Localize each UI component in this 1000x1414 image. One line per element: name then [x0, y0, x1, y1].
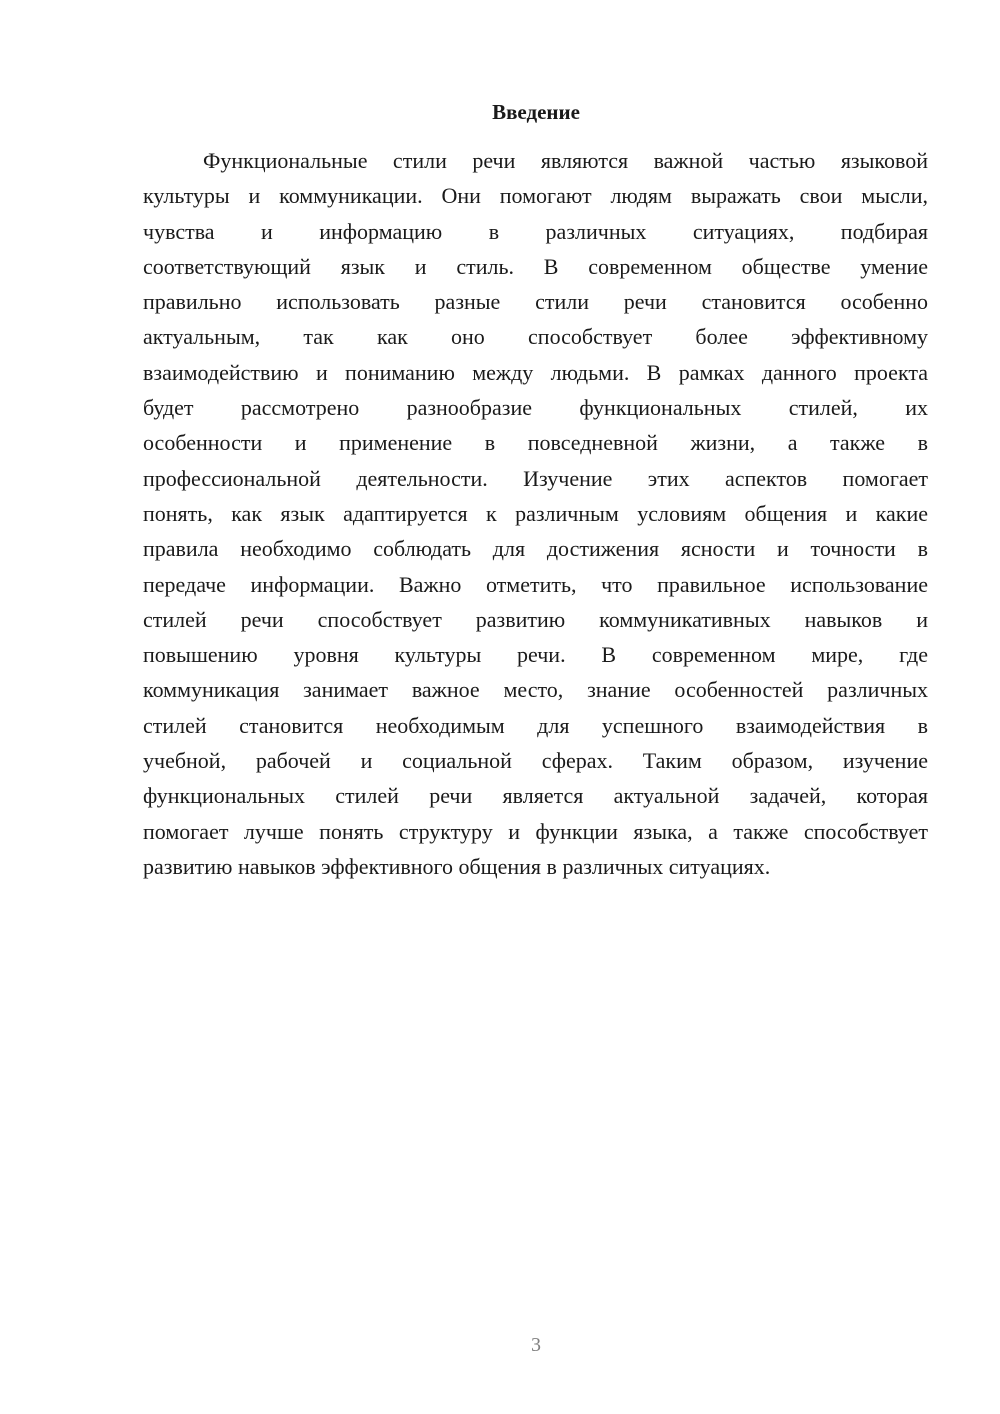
paragraph-line: Функциональные стили речи являются важной частью языковой: [203, 148, 928, 173]
paragraph-line: будет рассмотрено разнообразие функциональных стилей, их: [143, 395, 928, 421]
paragraph-line: соответствующий язык и стиль. В современном обществе умение: [143, 253, 928, 279]
paragraph-line: особенности и применение в повседневной жизни, а также в: [143, 430, 928, 456]
paragraph-line: профессиональной деятельности. Изучение этих аспектов помогает: [143, 465, 928, 491]
paragraph-line: стилей становится необходимым для успешного взаимодействия в: [143, 712, 928, 738]
paragraph-line: функциональных стилей речи является актуальной задачей, которая: [143, 783, 928, 809]
paragraph-line: повышению уровня культуры речи. В современном мире, где: [143, 642, 928, 668]
paragraph-line: коммуникация занимает важное место, знание особенностей различных: [143, 677, 928, 703]
section-heading: Введение: [492, 100, 580, 124]
paragraph-line: развитию навыков эффективного общения в различных ситуациях.: [143, 853, 771, 879]
body-paragraph: [143, 143, 928, 884]
paragraph-line: правила необходимо соблюдать для достижения ясности и точности в: [143, 536, 928, 562]
paragraph-line: стилей речи способствует развитию коммуникативных навыков и: [143, 606, 928, 632]
paragraph-line: культуры и коммуникации. Они помогают людям выражать свои мысли,: [143, 183, 928, 209]
paragraph-line: правильно использовать разные стили речи становится особенно: [143, 289, 928, 315]
page-number: 3: [531, 1334, 541, 1356]
paragraph-line: помогает лучше понять структуру и функции языка, а также способствует: [143, 818, 928, 844]
paragraph-line: понять, как язык адаптируется к различным условиям общения и какие: [143, 500, 928, 526]
paragraph-line: учебной, рабочей и социальной сферах. Таким образом, изучение: [143, 748, 928, 774]
paragraph-line: актуальным, так как оно способствует более эффективному: [143, 324, 928, 350]
paragraph-line: чувства и информацию в различных ситуациях, подбирая: [143, 218, 928, 244]
paragraph-line: передаче информации. Важно отметить, что правильное использование: [143, 571, 928, 597]
paragraph-line: взаимодействию и пониманию между людьми. В рамках данного проекта: [143, 359, 928, 385]
